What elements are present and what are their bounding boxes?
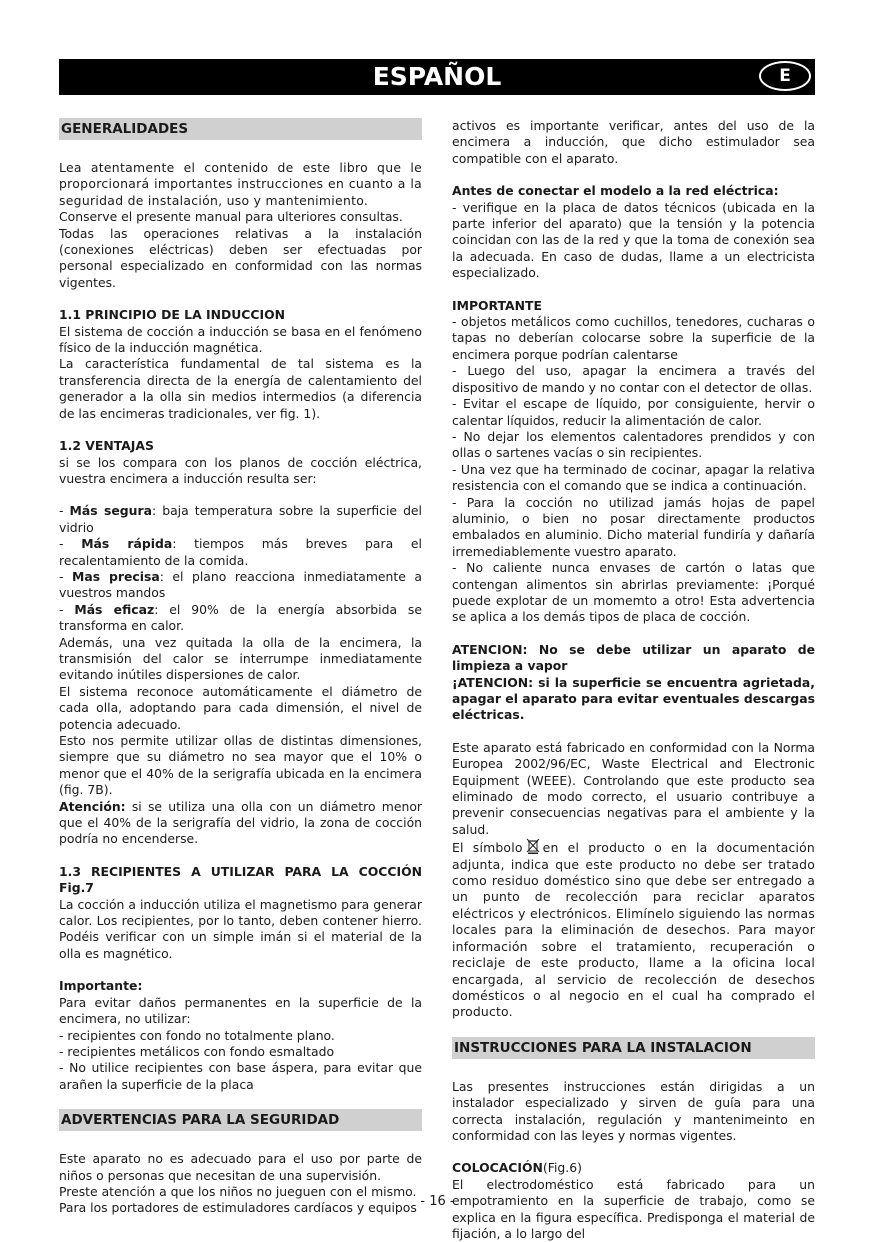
term: Atención: (59, 798, 126, 814)
list-item: - Más segura: baja temperatura sobre la superficie del vidrio (59, 503, 422, 535)
right-column (452, 118, 815, 1242)
list-item: - No utilice recipientes con base áspera, para evitar que arañen la superficie de la placa (59, 1060, 422, 1092)
paragraph (452, 838, 815, 1020)
paragraph: La característica fundamental de tal sistema es la transferencia directa de la energía de calentamiento del generador a la olla sin medios intermedios (a diferencia de las encimeras tradicionales, ver fig. 1). (59, 356, 422, 421)
subsection-title (452, 1160, 815, 1176)
term: Más eficaz (74, 601, 155, 617)
paragraph: Lea atentamente el contenido de este libro que le proporcionará importantes instrucciones en cuanto a la seguridad de instalación, uso y mantenimiento. (59, 160, 422, 208)
paragraph: El sistema reconoce automáticamente el diámetro de cada olla, adoptando para cada dimensión, el nivel de potencia adecuado. (59, 683, 422, 732)
term: Más rápida (81, 536, 173, 552)
fig-ref: (Fig.6) (542, 1160, 582, 1176)
page-number: - 16 - (420, 1194, 455, 1209)
warning-text: ¡ATENCION: si la superficie se encuentra agrietada, apagar el aparato para evitar eventuales descargas eléctricas. (452, 674, 815, 723)
left-column (59, 118, 422, 1217)
paragraph: Esto nos permite utilizar ollas de distintas dimensiones, siempre que su diámetro no sea mayor que el 10% o menor que el 40% de la serigrafía ubicada en la encimera (fig. 7B). (59, 733, 422, 798)
language-badge: E (759, 61, 811, 91)
section-generalidades-title: GENERALIDADES (59, 118, 422, 140)
paragraph (59, 799, 422, 848)
list-item: - Más rápida: tiempos más breves para el recalentamiento de la comida. (59, 536, 422, 568)
subsection-title: 1.2 VENTAJAS (59, 438, 154, 454)
list-item: - Una vez que ha terminado de cocinar, apagar la relativa resistencia con el comando que se indica a continuación. (452, 461, 815, 494)
paragraph: Este aparato está fabricado en conformidad con la Norma Europea 2002/96/EC, Waste Electrical and Electronic Equipment (WEEE). Controlando que este producto sea eliminado de modo correcto, el usuario contribuye a prevenir consecuencias negativas para el ambiente y la salud. (452, 739, 815, 837)
list-item: - No dejar los elementos calentadores prendidos y con ollas o sartenes vacías o sin recipientes. (452, 428, 815, 461)
paragraph: Para evitar daños permanentes en la superficie de la encimera, no utilizar: (59, 994, 422, 1027)
term-text: : el plano reacciona inmediatamente a vuestros mandos (59, 568, 422, 601)
paragraph: Para los portadores de estimuladores cardíacos y equipos (59, 1200, 417, 1216)
section-advertencias-title: ADVERTENCIAS PARA LA SEGURIDAD (59, 1109, 422, 1131)
page-title: ESPAÑOL (372, 62, 502, 91)
list-item: - Más eficaz: el 90% de la energía absorbida se transforma en calor. (59, 601, 422, 634)
term: Más segura (69, 503, 152, 519)
paragraph: Preste atención a que los niños no jueguen con el mismo. (59, 1183, 417, 1199)
term-text: : baja temperatura sobre la superficie del vidrio (59, 503, 422, 535)
language-banner (59, 59, 815, 95)
list-item: - Evitar el escape de líquido, por consiguiente, hervir o calentar líquidos, reducir la alimentación de calor. (452, 396, 815, 428)
subsection-title: IMPORTANTE (452, 297, 542, 313)
subsection-title: 1.3 RECIPIENTES A UTILIZAR PARA LA COCCIÓN Fig.7 (59, 863, 422, 896)
paragraph: El sistema de cocción a inducción se basa en el fenómeno físico de la inducción magnética. (59, 323, 422, 356)
list-item: - recipientes metálicos con fondo esmaltado (59, 1043, 335, 1059)
subsection-title: Antes de conectar el modelo a la red eléctrica: (452, 183, 779, 199)
weee-text: en el producto o en la documentación adjunta, indica que este producto no debe ser tratado como residuo doméstico sino que debe ser entregado a un punto de recolección para reciclar aparatos eléctricos y electrónicos. Elimínelo siguiendo las normas locales para la eliminación de desechos. Para mayor información sobre el tratamiento, recuperación o reciclaje de este producto, llame a la oficina local encargada, al servicio de recolección de desechos domésticos o al negocio en el cual ha comprado el producto. (452, 840, 815, 1020)
paragraph: Conserve el presente manual para ulteriores consultas. (59, 209, 403, 225)
list-item: - Luego del uso, apagar la encimera a través del dispositivo de mando y no contar con el detector de ollas. (452, 363, 815, 395)
list-item: - recipientes con fondo no totalmente plano. (59, 1027, 335, 1043)
term: COLOCACIÓN (452, 1160, 543, 1176)
list-item: - No caliente nunca envases de cartón o latas que contengan alimentos sin abrirlas previamente: ¡Porqué puede explotar de un momemto a otro! Esta advertencia se aplica a los demás tipos de placa de cocción. (452, 560, 815, 625)
warning-text: ATENCION: No se debe utilizar un aparato de limpieza a vapor (452, 641, 815, 674)
weee-bin-icon (526, 838, 540, 854)
paragraph: - verifique en la placa de datos técnicos (ubicada en la parte inferior del aparato) que la tensión y la potencia coincidan con las de la red y que la toma de conexión sea la adecuada. En caso de dudas, llame a un electricista especializado. (452, 199, 815, 281)
section-instalacion-title: INSTRUCCIONES PARA LA INSTALACION (452, 1037, 815, 1059)
paragraph: Además, una vez quitada la olla de la encimera, la transmisión del calor se interrumpe inmediatamente evitando inútiles dispersiones de calor. (59, 634, 422, 683)
paragraph: La cocción a inducción utiliza el magnetismo para generar calor. Los recipientes, por lo tanto, deben contener hierro. Podéis verificar con un simple imán si el material de la olla es magnético. (59, 896, 422, 961)
paragraph: Este aparato no es adecuado para el uso por parte de niños o personas que necesitan de una supervisión. (59, 1151, 422, 1183)
term: Mas precisa (72, 568, 160, 584)
subsection-title: Importante: (59, 978, 143, 994)
paragraph: El electrodoméstico está fabricado para un empotramiento en la superficie de trabajo, como se explica en la figura específica. Predisponga el material de fijación, a lo largo del (452, 1176, 815, 1241)
weee-text: El símbolo (452, 840, 523, 856)
term-text: si se utiliza una olla con un diámetro menor que el 40% de la serigrafía del vidrio, la zona de cocción podría no encenderse. (59, 798, 422, 847)
list-item: - Mas precisa: el plano reacciona inmediatamente a vuestros mandos (59, 568, 422, 601)
list-item: - objetos metálicos como cuchillos, tenedores, cucharas o tapas no deberían colocarse sobre la superficie de la encimera porque podrían calentarse (452, 314, 815, 362)
paragraph: si se los compara con los planos de cocción eléctrica, vuestra encimera a inducción resulta ser: (59, 454, 422, 486)
paragraph: activos es importante verificar, antes del uso de la encimera a inducción, que dicho estimulador sea compatible con el aparato. (452, 118, 815, 166)
paragraph: Todas las operaciones relativas a la instalación (conexiones eléctricas) deben ser efectuadas por personal especializado en conformidad con las normas vigentes. (59, 225, 422, 290)
paragraph: Las presentes instrucciones están dirigidas a un instalador especializado y sirven de guía para una correcta instalación, regulación y mantenimeinto en conformidad con las leyes y normas vigentes. (452, 1078, 815, 1143)
list-item: - Para la cocción no utilizad jamás hojas de papel aluminio, o bien no posar directamente productos embalados en aluminio. Dicho material fundiría y dañaría irremediablemente vuestro aparato. (452, 494, 815, 559)
term-text: : tiempos más breves para el recalentamiento de la comida. (59, 536, 422, 568)
term-text: : el 90% de la energía absorbida se transforma en calor. (59, 601, 422, 634)
subsection-title: 1.1 PRINCIPIO DE LA INDUCCION (59, 307, 285, 323)
